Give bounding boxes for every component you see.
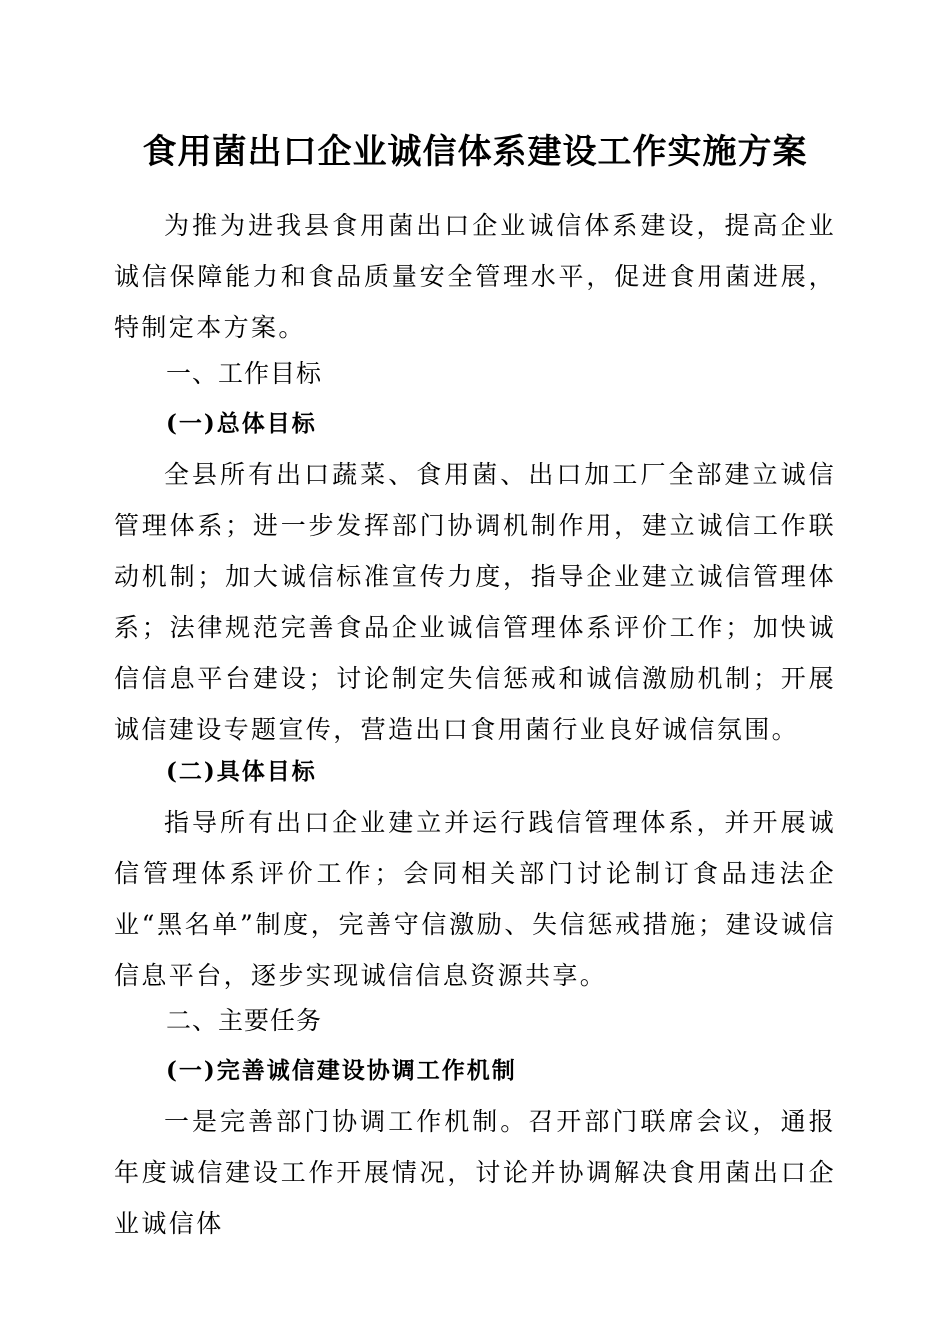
- section-heading-tasks: 二、主要任务: [166, 1006, 323, 1035]
- subheading-specific-goal: (二)具体目标: [166, 758, 317, 785]
- subheading-overall-goal: (一)总体目标: [166, 410, 317, 437]
- subheading-coordination-mechanism: (一)完善诚信建设协调工作机制: [166, 1057, 517, 1084]
- coordination-mechanism-paragraph: 一是完善部门协调工作机制。召开部门联席会议，通报年度诚信建设工作开展情况，讨论并协调解决食用菌出口企业诚信体: [114, 1107, 836, 1238]
- specific-goal-paragraph: 指导所有出口企业建立并运行践信管理体系，并开展诚信管理体系评价工作；会同相关部门讨论制订食品违法企业“黑名单”制度，完善守信激励、失信惩戒措施；建设诚信信息平台，逐步实现诚信信息资源共享。: [114, 808, 836, 990]
- intro-paragraph: 为推为进我县食用菌出口企业诚信体系建设，提高企业诚信保障能力和食品质量安全管理水平，促进食用菌进展，特制定本方案。: [114, 211, 836, 342]
- section-heading-goals: 一、工作目标: [166, 359, 323, 388]
- overall-goal-paragraph: 全县所有出口蔬菜、食用菌、出口加工厂全部建立诚信管理体系；进一步发挥部门协调机制作用，建立诚信工作联动机制；加大诚信标准宣传力度，指导企业建立诚信管理体系；法律规范完善食品企业诚信管理体系评价工作；加快诚信信息平台建设；讨论制定失信惩戒和诚信激励机制；开展诚信建设专题宣传，营造出口食用菌行业良好诚信氛围。: [114, 460, 836, 744]
- document-title: 食用菌出口企业诚信体系建设工作实施方案: [142, 132, 808, 172]
